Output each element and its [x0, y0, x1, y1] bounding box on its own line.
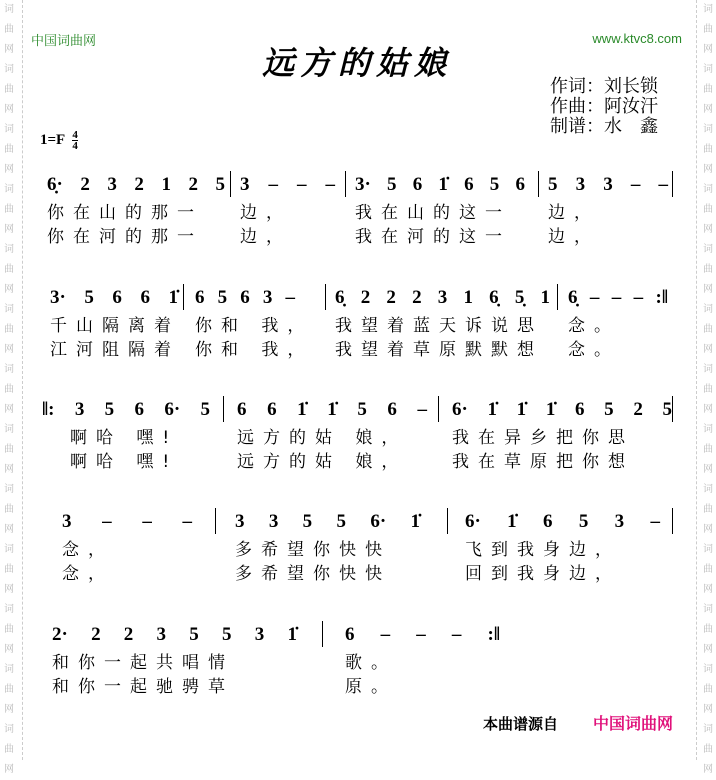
- watermark-char: 词: [4, 544, 14, 555]
- watermark-char: 网: [4, 524, 14, 535]
- watermark-char: 曲: [703, 144, 713, 155]
- watermark-char: 曲: [4, 744, 14, 755]
- watermark-char: 词: [4, 4, 14, 15]
- watermark-char: 网: [703, 164, 713, 175]
- bar-line: [183, 284, 184, 310]
- watermark-char: 词: [4, 484, 14, 495]
- watermark-char: 词: [703, 484, 713, 495]
- bar-line: [325, 284, 326, 310]
- lyric-verse-1: 千山隔离着: [50, 316, 180, 336]
- watermark-char: 网: [703, 44, 713, 55]
- measure-notes: ‖: 3 5 6 6· 5: [42, 399, 210, 420]
- watermark-char: 网: [4, 464, 14, 475]
- site-logo-left[interactable]: 中国词曲网: [31, 34, 97, 49]
- watermark-char: 曲: [4, 144, 14, 155]
- site-url[interactable]: www.ktvc8.com: [592, 31, 682, 46]
- measure-notes: 6̣ 2 2 2 3 1 6̣ 5̣ 1: [335, 287, 550, 308]
- watermark-char: 曲: [4, 684, 14, 695]
- watermark-right: [700, 0, 716, 775]
- key-signature: [40, 130, 78, 151]
- watermark-char: 曲: [4, 384, 14, 395]
- source-site[interactable]: 中国词曲网: [593, 714, 674, 733]
- watermark-char: 曲: [4, 264, 14, 275]
- watermark-char: 网: [4, 584, 14, 595]
- bar-line: [447, 508, 448, 534]
- lyric-verse-2: 原。: [345, 677, 397, 697]
- watermark-char: 词: [703, 544, 713, 555]
- watermark-char: 词: [703, 124, 713, 135]
- measure-notes: 3 – – –: [240, 174, 335, 195]
- lyric-verse-1: 你和 我，: [195, 316, 314, 336]
- watermark-char: 网: [703, 644, 713, 655]
- time-top: 4: [72, 129, 78, 141]
- watermark-char: 曲: [4, 324, 14, 335]
- watermark-char: 网: [4, 404, 14, 415]
- bar-line: [438, 396, 439, 422]
- watermark-char: 词: [4, 64, 14, 75]
- lyric-verse-2: 我在草原把你想: [452, 452, 634, 472]
- watermark-char: 曲: [4, 84, 14, 95]
- lyric-verse-1: 边，: [548, 203, 600, 223]
- lyric-verse-2: 边，: [548, 227, 600, 247]
- watermark-char: 曲: [703, 684, 713, 695]
- watermark-char: 网: [4, 764, 14, 775]
- lyric-verse-1: 远方的姑 娘，: [237, 428, 408, 448]
- watermark-char: 词: [4, 124, 14, 135]
- lyric-verse-2: 回到我身边，: [465, 564, 621, 584]
- measure-notes: 3· 5 6 6 1̇: [50, 287, 178, 308]
- measure-notes: 6· 1̇ 6 5 3 –: [465, 511, 660, 532]
- measure-notes: 6̣ – – – :‖: [568, 287, 668, 308]
- watermark-char: 网: [4, 644, 14, 655]
- lyric-verse-2: 我望着草原默默想: [335, 340, 543, 360]
- lyric-verse-1: 飞到我身边，: [465, 540, 621, 560]
- lyric-verse-2: 你和 我，: [195, 340, 314, 360]
- measure-notes: 2· 2 2 3 5 5 3 1̇: [52, 624, 297, 645]
- key: 1=F: [40, 131, 65, 148]
- measure-notes: 6̣· 2 3 2 1 2 5: [47, 174, 225, 195]
- watermark-char: 曲: [4, 564, 14, 575]
- watermark-char: 词: [703, 604, 713, 615]
- watermark-char: 词: [703, 4, 713, 15]
- watermark-char: 词: [703, 724, 713, 735]
- measure-notes: 6· 1̇ 1̇ 1̇ 6 5 2 5: [452, 399, 672, 420]
- bar-line: [538, 171, 539, 197]
- time-bottom: 4: [72, 140, 78, 152]
- bar-line: [322, 621, 323, 647]
- watermark-char: 网: [4, 224, 14, 235]
- measure-notes: 3 3 5 5 6· 1̇: [235, 511, 420, 532]
- bar-line: [215, 508, 216, 534]
- watermark-char: 曲: [703, 564, 713, 575]
- watermark-char: 词: [703, 244, 713, 255]
- time-signature: [72, 130, 78, 151]
- bar-line: [345, 171, 346, 197]
- watermark-char: 曲: [703, 444, 713, 455]
- bar-line: [223, 396, 224, 422]
- source-label: 本曲谱源自: [483, 715, 559, 733]
- watermark-char: 词: [703, 64, 713, 75]
- watermark-char: 网: [703, 404, 713, 415]
- watermark-char: 词: [4, 664, 14, 675]
- watermark-char: 曲: [4, 444, 14, 455]
- watermark-char: 词: [703, 304, 713, 315]
- lyric-verse-1: 我在山的这一: [355, 203, 511, 223]
- watermark-char: 词: [703, 184, 713, 195]
- credits: [550, 77, 658, 137]
- watermark-char: 网: [703, 464, 713, 475]
- lyric-verse-1: 念。: [568, 316, 620, 336]
- watermark-char: 网: [703, 764, 713, 775]
- watermark-char: 曲: [4, 624, 14, 635]
- watermark-char: 词: [4, 604, 14, 615]
- watermark-char: 网: [703, 584, 713, 595]
- watermark-char: 网: [703, 704, 713, 715]
- composer: 作曲：阿汝汗: [550, 96, 658, 117]
- lyric-verse-2: 啊哈 嘿!: [70, 452, 179, 472]
- lyricist: 作词：刘长锁: [550, 76, 658, 97]
- transcriber: 制谱：水 鑫: [550, 116, 658, 137]
- lyric-verse-2: 多希望你快快: [235, 564, 391, 584]
- watermark-char: 词: [4, 424, 14, 435]
- measure-notes: 3· 5 6 1̇ 6 5 6: [355, 174, 525, 195]
- lyric-verse-2: 你在河的那一: [47, 227, 203, 247]
- lyric-verse-1: 念，: [62, 540, 114, 560]
- watermark-char: 网: [4, 44, 14, 55]
- lyric-verse-1: 我在异乡把你思: [452, 428, 634, 448]
- watermark-char: 网: [703, 524, 713, 535]
- watermark-char: 曲: [4, 24, 14, 35]
- watermark-char: 词: [4, 724, 14, 735]
- lyric-verse-2: 念，: [62, 564, 114, 584]
- bar-line: [557, 284, 558, 310]
- left-border: [22, 0, 23, 760]
- lyric-verse-1: 我望着蓝天诉说思: [335, 316, 543, 336]
- watermark-char: 网: [4, 104, 14, 115]
- watermark-char: 曲: [703, 504, 713, 515]
- lyric-verse-2: 和你一起驰骋草: [52, 677, 234, 697]
- watermark-char: 网: [4, 704, 14, 715]
- measure-notes: 6 5 6 3 –: [195, 287, 295, 308]
- watermark-char: 网: [4, 284, 14, 295]
- lyric-verse-1: 歌。: [345, 653, 397, 673]
- measure-notes: 6 – – – :‖: [345, 624, 500, 645]
- lyric-verse-2: 远方的姑 娘，: [237, 452, 408, 472]
- watermark-char: 词: [4, 184, 14, 195]
- watermark-char: 曲: [703, 624, 713, 635]
- watermark-char: 网: [703, 284, 713, 295]
- watermark-char: 词: [703, 364, 713, 375]
- watermark-char: 曲: [703, 264, 713, 275]
- measure-notes: 3 – – –: [62, 511, 192, 532]
- watermark-char: 网: [703, 224, 713, 235]
- watermark-char: 词: [4, 244, 14, 255]
- lyric-verse-1: 多希望你快快: [235, 540, 391, 560]
- right-border: [696, 0, 697, 760]
- song-title: 远方的姑娘: [261, 44, 452, 82]
- watermark-char: 词: [4, 304, 14, 315]
- watermark-char: 网: [4, 344, 14, 355]
- measure-notes: 6 6 1̇ 1̇ 5 6 –: [237, 399, 427, 420]
- measure-notes: 5 3 3 – –: [548, 174, 668, 195]
- watermark-char: 词: [4, 364, 14, 375]
- bar-line: [672, 508, 673, 534]
- lyric-verse-2: 念。: [568, 340, 620, 360]
- watermark-char: 网: [703, 104, 713, 115]
- lyric-verse-1: 边，: [240, 203, 292, 223]
- bar-line: [672, 171, 673, 197]
- watermark-char: 曲: [703, 744, 713, 755]
- watermark-char: 曲: [703, 324, 713, 335]
- watermark-char: 曲: [703, 384, 713, 395]
- lyric-verse-1: 啊哈 嘿!: [70, 428, 179, 448]
- watermark-char: 曲: [4, 504, 14, 515]
- lyric-verse-2: 边，: [240, 227, 292, 247]
- bar-line: [672, 396, 673, 422]
- watermark-char: 网: [4, 164, 14, 175]
- watermark-char: 曲: [703, 24, 713, 35]
- watermark-left: [1, 0, 17, 775]
- lyric-verse-1: 和你一起共唱情: [52, 653, 234, 673]
- watermark-char: 曲: [703, 204, 713, 215]
- watermark-char: 网: [703, 344, 713, 355]
- bar-line: [230, 171, 231, 197]
- watermark-char: 词: [703, 424, 713, 435]
- lyric-verse-2: 我在河的这一: [355, 227, 511, 247]
- lyric-verse-2: 江河阻隔着: [50, 340, 180, 360]
- watermark-char: 词: [703, 664, 713, 675]
- watermark-char: 曲: [703, 84, 713, 95]
- lyric-verse-1: 你在山的那一: [47, 203, 203, 223]
- watermark-char: 曲: [4, 204, 14, 215]
